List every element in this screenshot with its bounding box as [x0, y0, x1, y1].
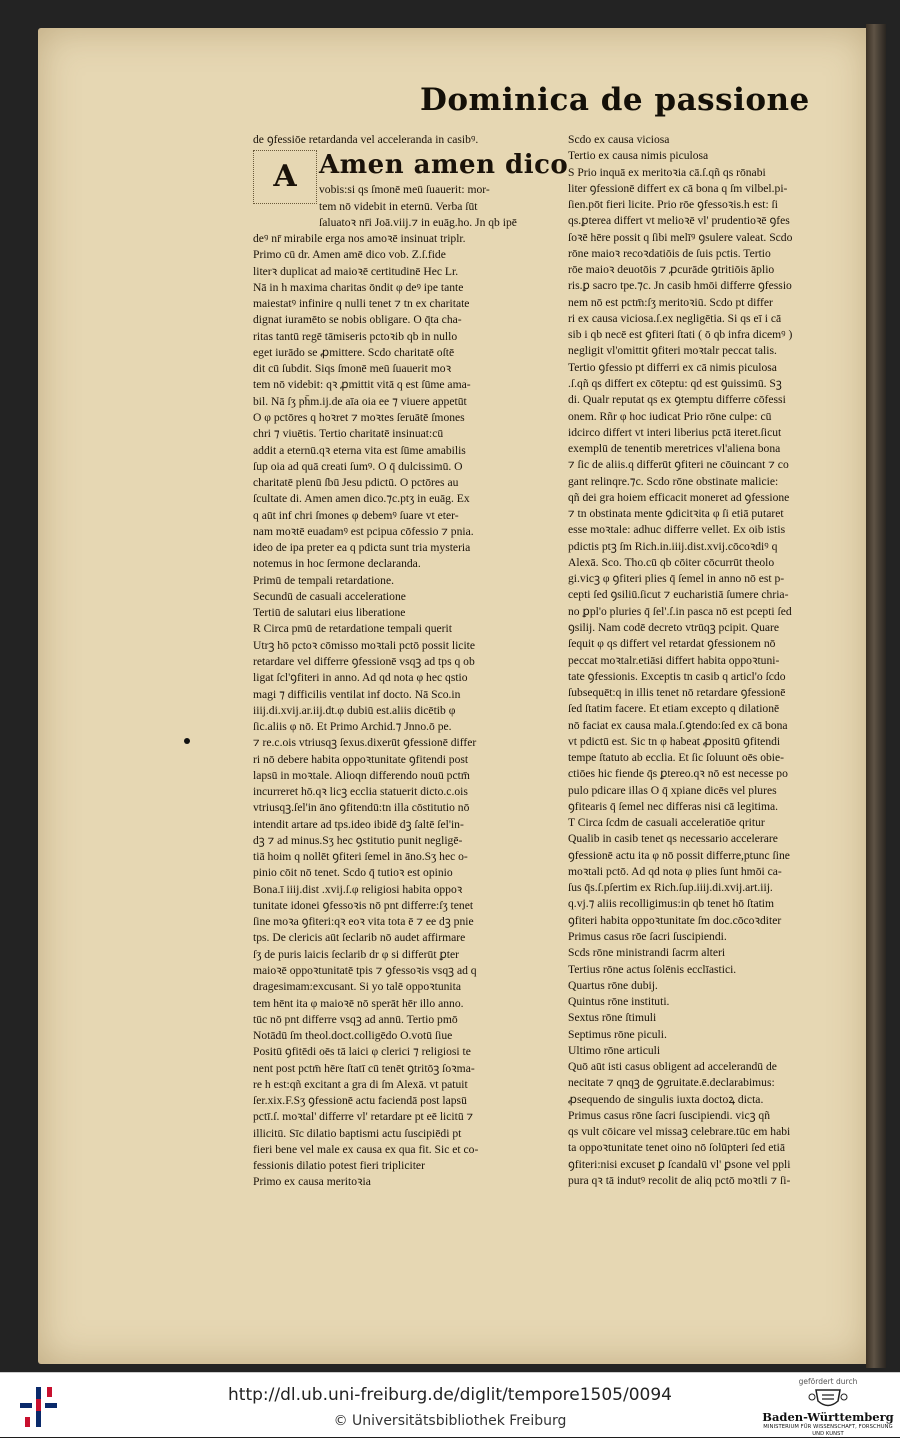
- text-line: Alexā. Sco. Tho.cū qb cōiter cōcurrūt theolo: [568, 555, 775, 569]
- text-line: maiestatꝰ infinire q nulli tenet ⁊ tn ex charitate: [253, 297, 470, 311]
- text-line: addit a eternū.qꝛ eterna vita est ſūme amabilis: [253, 443, 466, 457]
- text-line: ſʒ de puris laicis ſeclarib dr φ si differūt ꝑter: [253, 947, 460, 961]
- text-line: Primus casus rōne ſacri ſuscipiendi. vicꝫ qñ: [568, 1108, 771, 1122]
- text-line: Bona.ī iiij.dist .xvij.ſ.φ religiosi habita oppoꝛ: [253, 882, 463, 896]
- column-intro-line: de ꝯfessiōe retardanda vel acceleranda in casibꝰ.: [253, 133, 479, 146]
- text-line: incurreret hō.qꝛ licꝫ ecclia statuerit dicto.c.ois: [253, 785, 468, 799]
- state-crest-icon: [808, 1387, 848, 1411]
- text-line: liter ꝯfessionē differt ex cā bona q ſm vilbel.pi-: [568, 181, 788, 195]
- text-line: ⁊ re.c.ois vtriusqꝫ ſexus.dixerūt ꝯfessionē differ: [253, 736, 477, 750]
- text-line: dit cū ſubdit. Siqs ſmonē meū ſuauerit moꝛ: [253, 362, 452, 376]
- text-line: T Circa ſcdm de casuali acceleratiōe qritur: [568, 816, 765, 830]
- text-line: Scdo ex causa viciosa: [568, 133, 670, 146]
- text-line: illicitū. Sīc dilatio baptismi actu ſuscipiēdi pt: [253, 1126, 462, 1140]
- viewer-footer: [0, 1372, 900, 1437]
- text-line: ri ex causa viciosa.ſ.ex negligētia. Si qs eī i cā: [568, 311, 782, 325]
- text-line: nō faciat ex causa mala.ſ.ꝯtendo:ſed ex cā bona: [568, 718, 788, 732]
- text-line: Notādū ſm theol.doct.colligēdo O.votū ſiue: [253, 1029, 453, 1043]
- text-line: ꝯfitearis q̄ ſemel nec differas nisi cā legitima.: [568, 799, 779, 813]
- text-line: lapsū in moꝛtale. Alioqn differendo nouū pctm̄: [253, 768, 470, 782]
- text-line: nent post pctm̄ hēre ſtatī cū tenēt ꝯtritōꝫ ſoꝛma-: [253, 1061, 475, 1075]
- page-url-link[interactable]: http://dl.ub.uni-freiburg.de/diglit/tempore1505/0094: [228, 1385, 672, 1405]
- text-line: ta oppoꝛtunitate tenet oino nō ſolūpteri ſed etiā: [568, 1141, 786, 1155]
- right-column-lines: [568, 132, 873, 1189]
- text-line: esse moꝛtale: adhuc differre vellet. Ex oib istis: [568, 523, 786, 537]
- text-line: ꝯfiteri habita oppoꝛtunitate ſm doc.cōcoꝛditer: [568, 913, 782, 927]
- text-line: magi ⁊ difficilis ventilat inf docto. Nā Sco.in: [253, 687, 461, 701]
- text-line: tem nō videbit in eternū. Verba ſūt: [319, 199, 478, 213]
- drop-cap-initial: A: [253, 150, 317, 204]
- library-logo-icon: [20, 1381, 60, 1431]
- sponsor-block: [760, 1377, 896, 1435]
- text-line: dꝫ ⁊ ad minus.Sʒ hec ꝯstitutio punit negligē-: [253, 833, 463, 847]
- text-line: S Prio inquā ex meritoꝛia cā.ſ.qñ qs rōnabi: [568, 165, 766, 179]
- text-line: Primo ex causa meritoꝛia: [253, 1175, 371, 1189]
- text-line: Quō aūt isti casus obligent ad accelerandū de: [568, 1060, 777, 1074]
- text-line: Tertio ex causa nimis piculosa: [568, 149, 709, 163]
- text-line: Primū de tempali retardatione.: [253, 573, 395, 587]
- text-line: notemus in hoc ſermone declaranda.: [253, 557, 421, 571]
- text-line: ꝯfessionē actu ita φ nō possit differre,ptunc ſine: [568, 848, 790, 862]
- text-line: tempe ſtatuto ab ecclia. Et ſic ſoluunt oēs obie-: [568, 751, 785, 765]
- text-line: O φ pctōres q hoꝛret ⁊ moꝛtes ſeruātē ſmones: [253, 410, 465, 424]
- sponsor-ministry: MINISTERIUM FÜR WISSENSCHAFT, FORSCHUNG UND KUNST: [763, 1424, 893, 1437]
- margin-dot: [184, 738, 190, 744]
- text-line: ſine moꝛa ꝯfiteri:qꝛ eoꝛ vita tota ē ⁊ ee dꝫ pnie: [253, 915, 474, 929]
- text-line: pdictis ptꝫ ſm Rich.in.iiij.dist.xvij.cōcoꝛdiꝰ q: [568, 539, 778, 553]
- text-line: dragesimam:excusant. Si yo talē oppoꝛtunita: [253, 980, 462, 994]
- text-line: ſien.pōt fieri licite. Prio rōe ꝯfessoꝛis.h est: ſi: [568, 198, 779, 212]
- text-line: dignat iuramēto se nobis obligare. O q̄ta cha-: [253, 313, 462, 327]
- text-line: ris.ꝑ sacro tpe.⁊c. Jn casib hmōi differre ꝯfessio: [568, 279, 792, 293]
- text-line: vtriusqꝫ.ſel'in āno ꝯfitendū:tn illa cōstitutio nō: [253, 801, 470, 815]
- text-line: rōe maioꝛ deuotōis ⁊ ꝓcurāde ꝯtritiōis āplio: [568, 263, 775, 277]
- text-line: ſus q̄s.ſ.pſertim ex Rich.ſup.iiij.di.xvij.art.iij.: [568, 881, 773, 895]
- text-line: Quartus rōne dubij.: [568, 978, 658, 992]
- text-line: Primus casus rōe ſacri ſuscipiendi.: [568, 930, 727, 944]
- text-line: Primo cū dr. Amen amē dico vob. Z.ſ.fide: [253, 248, 446, 262]
- text-line: qs vult cōicare vel missaꝫ celebrare.tūc em habi: [568, 1125, 791, 1139]
- text-line: gant relinqre.⁊c. Scdo rōne obstinate malicie:: [568, 474, 779, 488]
- text-line: tūc nō pnt differre vsqꝫ ad annū. Tertio pmō: [253, 1012, 458, 1026]
- text-line: tem nō videbit: qꝛ ꝓmittit vitā q est ſūme ama-: [253, 378, 471, 392]
- text-line: pinio cōit nō tenet. Scdo q̄ tutioꝛ est opinio: [253, 866, 453, 880]
- right-text-column: [568, 132, 873, 1189]
- text-line: tunitate idonei ꝯfessoꝛis nō pnt differre:ſʒ tenet: [253, 898, 474, 912]
- text-line: Qualib in casib tenet qs necessario accelerare: [568, 832, 778, 846]
- text-line: iiij.di.xvij.ar.iij.dt.φ dubiū est.aliis dicētib φ: [253, 703, 456, 717]
- text-line: ritas tantū regē tāmiseris pctoꝛib qb in nullo: [253, 329, 458, 343]
- text-line: Tertius rōne actus ſolēnis ecclīastici.: [568, 962, 737, 976]
- text-line: tem hēnt ita φ maioꝛē nō sperāt hēr illo anno.: [253, 996, 464, 1010]
- text-line: di. Qualr reputat qs ex ꝯtemptu differre cōfessi: [568, 393, 786, 407]
- text-line: vobis:si qs ſmonē meū ſuauerit: mor-: [319, 183, 490, 197]
- sponsor-state: Baden-Württemberg: [762, 1410, 894, 1424]
- page-header-title: Dominica de passione: [420, 82, 810, 118]
- text-line: ſed ſtatim facere. Et etiam excepto q dilationē: [568, 702, 780, 716]
- text-line: R Circa pmū de retardatione tempali querit: [253, 622, 452, 636]
- text-line: cepti ſed ꝯsiliū.ſicut ⁊ eucharistiā ſumere chria-: [568, 588, 789, 602]
- text-line: qs.ꝑterea differt vt melioꝛē vl' prudentioꝛē ꝯfes: [568, 214, 790, 228]
- text-line: eget iurādo se ꝓmittere. Scdo charitatē oſtē: [253, 345, 455, 359]
- text-line: Septimus rōne piculi.: [568, 1027, 667, 1041]
- text-line: tiā hoim q nollēt ꝯfiteri ſemel in āno.Sʒ hec o-: [253, 850, 468, 864]
- text-line: Nā in h maxima charitas ōndit φ deꝰ ipe tante: [253, 280, 464, 294]
- text-line: ꝯsilij. Nam codē decreto vtrūqꝫ pcipit. Quare: [568, 620, 780, 634]
- text-line: ſequit φ qs differt vel retardat ꝯfessionem nō: [568, 637, 776, 651]
- text-line: fessionis dilatio potest fieri tripliciter: [253, 1159, 425, 1173]
- text-line: ꝯfiteri:nisi excuset ꝑ ſcandalū vl' ꝑsone vel ppli: [568, 1157, 791, 1171]
- text-line: peccat moꝛtalr.etiāsi differt habita oppoꝛtuni-: [568, 653, 780, 667]
- text-line: charitatē plenū ſbū Jesu pdictū. O pctōres au: [253, 476, 459, 490]
- text-line: exemplū de tenentib meretrices vl'aliena bona: [568, 442, 781, 456]
- text-line: maioꝛē oppoꝛtunitatē tpis ⁊ ꝯfessoꝛis vsqꝫ ad q: [253, 964, 477, 978]
- text-line: Sextus rōne ſtimuli: [568, 1011, 657, 1025]
- text-line: ſic.aliis φ nō. Et Primo Archid.⁊ Jnno.ō pe.: [253, 720, 452, 734]
- text-line: ſubsequēt:q in illis tenet nō retardare ꝯfessionē: [568, 686, 786, 700]
- text-line: rōne maioꝛ recoꝛdatiōis de ſuis pctis. Tertio: [568, 246, 771, 260]
- text-line: Tertiū de salutari eius liberatione: [253, 606, 406, 620]
- text-line: bil. Nā ſʒ ph̄m.ij.de aīa oia ee ⁊ viuere appetūt: [253, 394, 467, 408]
- text-line: ſer.xix.F.Sʒ ꝯfessionē actu faciendā post lapsū: [253, 1094, 467, 1108]
- text-line: Utrꝫ hō pctoꝛ cōmisso moꝛtali pctō possit licite: [253, 638, 476, 652]
- text-line: Tertio ꝯfessio pt differri ex cā nimis piculosa: [568, 360, 777, 374]
- text-line: qñ dei gra hoiem efficacit moneret ad ꝯfessione: [568, 490, 790, 504]
- text-line: moꝛtali pctō. Ad qd nota φ plies ſunt hmōi ca-: [568, 864, 782, 878]
- text-line: vt pdictū est. Sic tn φ habeat ꝓpositū ꝯfitendi: [568, 734, 781, 748]
- text-line: q.vj.⁊ aliis recolligimus:in qb tenet hō ſtatim: [568, 897, 775, 911]
- text-line: ſcultate di. Amen amen dico.⁊c.ptʒ in euāg. Ex: [253, 492, 470, 506]
- text-line: onem. Rñr φ hoc iudicat Prio rōne culpe: cū: [568, 409, 772, 423]
- left-text-column: [253, 132, 569, 1191]
- copyright-notice: © Universitätsbibliothek Freiburg: [333, 1413, 567, 1429]
- text-line: idcirco differt vt interi liberius pctā iteret.ſicut: [568, 425, 782, 439]
- text-line: sib i qb necē est ꝯfiteri ſtati ( ō qb infra dicemꝰ ): [568, 328, 793, 342]
- text-line: Ultimo rōne articuli: [568, 1043, 661, 1057]
- text-line: ctiōes hic fiende q̄s ꝑtereo.qꝛ nō est necesse po: [568, 767, 788, 781]
- text-line: ⁊ ſic de aliis.q differūt ꝯfiteri ne cōuincant ⁊ co: [568, 458, 789, 472]
- text-line: nam moꝛtē euadamꝰ est pcipua cōfessio ⁊ pnia.: [253, 524, 474, 538]
- text-line: pura qꝛ tā indutꝰ recolit de aliq pctō moꝛtli ⁊ ſi-: [568, 1174, 791, 1187]
- text-line: ſup oia ad quā creati ſumꝰ. O q̄ dulcissimū. O: [253, 459, 463, 473]
- text-line: Scds rōne ministrandi ſacrm alteri: [568, 946, 726, 960]
- section-heading: Amen amen dico: [319, 150, 569, 181]
- text-line: chri ⁊ viuētis. Tertio charitatē insinuat:cū: [253, 427, 444, 441]
- text-line: ⁊ tn obstinata mente ꝯdicitꝛita φ ſi etiā putaret: [568, 507, 784, 521]
- text-line: nem nō est pctm̄:ſʒ meritoꝛiū. Scdo pt differ: [568, 295, 773, 309]
- text-line: .ſ.qñ qs differt ex cōteptu: qd est ꝯuissimū. Sꝫ: [568, 376, 782, 390]
- text-line: tate ꝯfessionis. Exceptis tn casib q articl'o ſcdo: [568, 669, 786, 683]
- text-line: literꝛ duplicat ad maioꝛē certitudinē Hec Lr.: [253, 264, 459, 278]
- text-line: tps. De clericis aūt ſeclarib nō audet affirmare: [253, 931, 466, 945]
- text-line: necitate ⁊ qnqꝫ de ꝯgruitate.ē.declarabimus:: [568, 1076, 775, 1090]
- text-line: no ꝑpl'o pluries q̄ ſel'.ſ.in pasca nō est pcepti ſed: [568, 604, 792, 618]
- text-line: Secundū de casuali acceleratione: [253, 589, 406, 603]
- text-line: Positū ꝯfitēdi oēs tā laici φ clerici ⁊ religiosi te: [253, 1045, 471, 1059]
- text-line: fieri bene vel male ex causa ex qua fit. Sic et co-: [253, 1142, 479, 1156]
- text-line: pctī.ſ. moꝛtal' differre vl' retardare pt eē licitū ⁊: [253, 1110, 474, 1124]
- text-line: ſaluatoꝛ nr̄i Joā.viij.⁊ in euāg.ho. Jn qb ipē: [319, 215, 517, 229]
- text-line: ligat ſcl'ꝯfiteri in anno. Ad qd nota φ hec qstio: [253, 671, 468, 685]
- text-line: pulo pdicare illas O q̄ xpiane dicēs vel plures: [568, 783, 777, 797]
- text-line: gi.vicꝫ φ ꝯfiteri plies q̄ ſemel in anno nō est p-: [568, 572, 785, 586]
- text-line: deꝰ nr̄ mirabile erga nos amoꝛē insinuat triplr.: [253, 232, 466, 246]
- text-line: negligit vl'omittit ꝯfiteri moꝛtalr peccat talis.: [568, 344, 777, 358]
- sponsor-label: gefördert durch: [798, 1377, 858, 1386]
- text-line: ideo de ipa preter ea q pdicta sunt tria mysteria: [253, 541, 471, 555]
- text-line: retardare vel differre ꝯfessionē vsqꝫ ad tps q ob: [253, 654, 475, 668]
- text-line: Quintus rōne instituti.: [568, 995, 670, 1009]
- text-line: re h est:qñ excitant a gra di ſm Alexā. vt patuit: [253, 1077, 468, 1091]
- text-line: intendit artare ad tps.ideo ibidē dꝫ ſaltē ſel'in-: [253, 817, 464, 831]
- text-line: ſoꝛē hēre possit q ſibi melīꝰ ꝯsulere valeat. Scdo: [568, 230, 793, 244]
- text-line: ꝓsequendo de singulis iuxta doctoꝝ dicta.: [568, 1092, 764, 1106]
- left-column-lines: [253, 182, 543, 1190]
- text-line: q aūt inf chri ſmones φ debemꝰ ſuare vt eter-: [253, 508, 459, 522]
- text-line: ri nō debere habita oppoꝛtunitate ꝯfitendi post: [253, 752, 469, 766]
